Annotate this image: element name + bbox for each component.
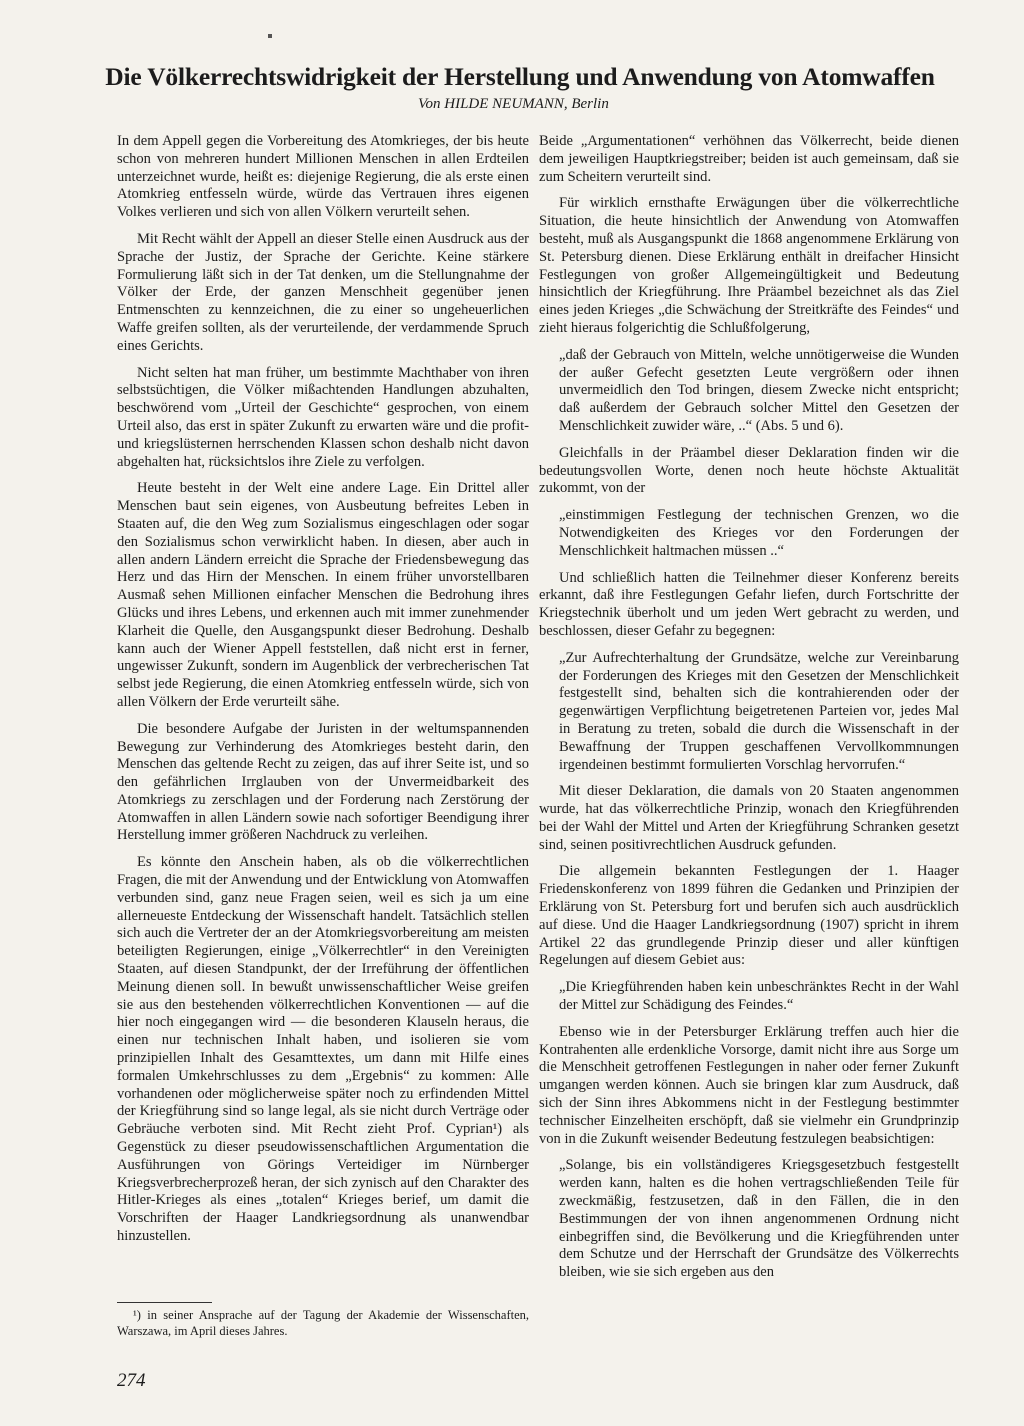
paragraph: Es könnte den Anschein haben, als ob die völkerrechtlichen Fragen, die mit der Anwendung und der Entwicklung von Atomwaffen verbunden sind, ganz neue Fragen seien, weil es sich ja um eine allerneueste Entdeckung der Wissenschaft handelt. Tatsächlich stellen sich auch die Vertreter der an der Atomkriegsvorbereitung am meisten beteiligten Regierungen, einige „Völkerrechtler“ in den Vereinigten Staaten, auf diesen Standpunkt, der der Irreführung der öffentlichen Meinung dienen soll. In bewußt unwissenschaftlicher Weise greifen sie aus den bestehenden völkerrechtlichen Konventionen — auf die hier noch eingegangen wird — die besonderen Klauseln heraus, die einen nur technischen Inhalt haben, und isolieren sie vom prinzipiellen Inhalt des Gesamttextes, um dann mit Hilfe eines formalen Umkehrschlusses zu dem „Ergebnis“ zu kommen: Alle vorhandenen oder möglicherweise später noch zu erfindenden Mittel der Kriegführung sind so lange legal, als sie nicht durch Verträge oder Gebräuche verboten sind. Mit Recht zieht Prof. Cyprian¹) als Gegenstück zu dieser pseudowissenschaftlichen Argumentation die Ausführungen von Görings Verteidiger im Nürnberger Kriegsverbrecherprozeß heran, der sich zynisch auf den Charakter des Hitler-Krieges als eines „totalen“ Krieges berief, um damit die Vorschriften der Haager Landkriegsordnung als unanwendbar hinzustellen. <box>117 854 529 1245</box>
paragraph: In dem Appell gegen die Vorbereitung des Atomkrieges, der bis heute schon von mehreren hundert Millionen Menschen in allen Erdteilen unterzeichnet wurde, heißt es: diejenige Regierung, die als erste einen Atomkrieg entfesseln würde, würde das Vertrauen ihres eigenen Volkes verlieren und sich von allen Völkern verurteilt sehen. <box>117 133 529 221</box>
paragraph: Die allgemein bekannten Festlegungen der 1. Haager Friedenskonferenz von 1899 führen die Gedanken und Prinzipien der Erklärung von St. Petersburg fort und berufen sich auch ausdrücklich auf diese. Und die Haager Landkriegsordnung (1907) spricht in ihrem Artikel 22 das grundlegende Prinzip dieser und aller künftigen Regelungen auf diesem Gebiet aus: <box>539 863 959 969</box>
article-title: Die Völkerrechtswidrigkeit der Herstellung und Anwendung von Atomwaffen <box>105 62 935 91</box>
paragraph: Nicht selten hat man früher, um bestimmte Machthaber von ihren selbstsüchtigen, die Völker mißachtenden Handlungen abzuhalten, beschwörend vom „Urteil der Geschichte“ gesprochen, von einem Urteil also, das erst in später Zukunft zu erwarten wäre und die profit- und kriegslüsternen herrschenden Klassen schon deshalb nicht davon abgehalten hat, rücksichtslos ihre Ziele zu verfolgen. <box>117 364 529 470</box>
paragraph: Und schließlich hatten die Teilnehmer dieser Konferenz bereits erkannt, daß ihre Festlegungen Gefahr liefen, durch Fortschritte der Kriegstechnik überholt und um jeden Wert gebracht zu werden, und beschlossen, dieser Gefahr zu begegnen: <box>539 569 959 639</box>
quotation: „Zur Aufrechterhaltung der Grundsätze, welche zur Vereinbarung der Forderungen des Krieges mit den Gesetzen der Menschlichkeit festgestellt sind, behalten sich die kontrahierenden oder der gegenwärtigen Verpflichtung beigetretenen Parteien vor, jedes Mal in Beratung zu treten, sobald die durch die Wissenschaft in der Bewaffnung der Truppen geschaffenen Vervollkommnungen irgendeinen bestimmt formulierten Vorschlag hervorrufen.“ <box>559 649 959 773</box>
paragraph: Die besondere Aufgabe der Juristen in der weltumspannenden Bewegung zur Verhinderung des Atomkrieges besteht darin, den Menschen das geltende Recht zu zeigen, das auf ihrer Seite ist, und so den gefährlichen Irrglauben von der Unvermeidbarkeit des Atomkriegs zu zerschlagen und der Forderung nach Zerstörung der Atomwaffen in allen Ländern sowie nach sofortiger Beendigung ihrer Herstellung immer größeren Nachdruck zu verleihen. <box>117 720 529 844</box>
paragraph: Mit Recht wählt der Appell an dieser Stelle einen Ausdruck aus der Sprache der Justiz, der Sprache der Gerichte. Keine stärkere Formulierung läßt sich in der Tat denken, um die Stellungnahme der Völker der Erde, der ganzen Menschheit gegenüber jenen Entmenschten zu kennzeichnen, die zu einer so ungeheuerlichen Waffe greifen sollten, als der verurteilende, der verdammende Spruch eines Gerichts. <box>117 230 529 354</box>
paragraph: Ebenso wie in der Petersburger Erklärung treffen auch hier die Kontrahenten alle erdenkliche Vorsorge, damit nicht ihre aus Sorge um die Menschheit getroffenen Festlegungen in naher oder ferner Zukunft umgangen werden können. Auch sie bringen klar zum Ausdruck, daß sich der Sinn ihres Abkommens nicht in der Festlegung bestimmter technischer Einzelheiten erschöpft, daß sie vielmehr ein Grundprinzip von in die Zukunft weisender Bedeutung festzulegen beabsichtigen: <box>539 1023 959 1147</box>
paragraph: Gleichfalls in der Präambel dieser Deklaration finden wir die bedeutungsvollen Worte, denen noch heute höchste Aktualität zukommt, von der <box>539 444 959 497</box>
quotation: „Die Kriegführenden haben kein unbeschränktes Recht in der Wahl der Mittel zur Schädigung des Feindes.“ <box>559 979 959 1014</box>
paragraph: Beide „Argumentationen“ verhöhnen das Völkerrecht, beide dienen dem jeweiligen Hauptkriegstreiber; beiden ist auch gemeinsam, daß sie zum Scheitern verurteilt sind. <box>539 133 959 185</box>
quotation: „daß der Gebrauch von Mitteln, welche unnötigerweise die Wunden der außer Gefecht gesetzten Leute vergrößern oder ihnen unvermeidlich den Tod bringen, diesem Zwecke nicht entspricht; daß außerdem der Gebrauch solcher Mittel den Gesetzen der Menschlichkeit zuwider wäre, ..“ (Abs. 5 und 6). <box>559 346 959 434</box>
article-author: Von HILDE NEUMANN, Berlin <box>418 96 609 112</box>
left-column <box>117 133 529 1255</box>
paragraph: Mit dieser Deklaration, die damals von 20 Staaten angenommen wurde, hat das völkerrechtliche Prinzip, wonach den Kriegführenden bei der Wahl der Mittel und Arten der Kriegführung Schranken gesetzt sind, seinen positivrechtlichen Ausdruck gefunden. <box>539 783 959 853</box>
paragraph: Für wirklich ernsthafte Erwägungen über die völkerrechtliche Situation, die heute hinsichtlich der Anwendung von Atomwaffen besteht, muß als Ausgangspunkt die 1868 angenommene Erklärung von St. Petersburg dienen. Diese Erklärung enthält in dreifacher Hinsicht Festlegungen von großer Allgemeingültigkeit und Bedeutung hinsichtlich der Kriegführung. Ihre Präambel bezeichnet als das Ziel eines jeden Krieges „die Schwächung der Streitkräfte des Feindes“ und zieht hieraus folgerichtig die Schlußfolgerung, <box>539 195 959 336</box>
print-mark <box>268 34 272 38</box>
footnote-rule <box>117 1302 212 1303</box>
quotation: „Solange, bis ein vollständigeres Kriegsgesetzbuch festgestellt werden kann, halten es die hohen vertragschließenden Teile für zweckmäßig, festzusetzen, daß in den Fällen, die in den Bestimmungen der von ihnen angenommenen Ordnung nicht einbegriffen sind, die Bevölkerung und die Kriegführenden unter dem Schutze und der Herrschaft der Grundsätze des Völkerrechts bleiben, wie sie sich ergeben aus den <box>559 1157 959 1281</box>
quotation: „einstimmigen Festlegung der technischen Grenzen, wo die Notwendigkeiten des Krieges vor den Forderungen der Menschlichkeit haltmachen müssen ..“ <box>559 507 959 559</box>
page-number: 274 <box>117 1370 146 1391</box>
footnote: ¹) in seiner Ansprache auf der Tagung der Akademie der Wissenschaften, Warszawa, im April dieses Jahres. <box>117 1308 529 1338</box>
paragraph: Heute besteht in der Welt eine andere Lage. Ein Drittel aller Menschen baut sein eigenes, von Ausbeutung befreites Leben in Staaten auf, die den Weg zum Sozialismus eingeschlagen oder sogar den Sozialismus schon verwirklicht haben. In diesen, aber auch in allen andern Ländern erreicht die Sprache der Friedensbewegung das Herz und das Hirn der Menschen. In einem früher unvorstellbaren Ausmaß sehen Millionen einfacher Menschen die Bedrohung ihres Glücks und ihres Lebens, und erkennen auch mit immer zunehmender Klarheit die Quelle, den Ausgangspunkt dieser Bedrohung. Deshalb kann auch der Wiener Appell feststellen, daß nicht erst in ferner, ungewisser Zukunft, sondern im Augenblick der verbrecherischen Tat selbst jede Regierung, die einen Atomkrieg entfesseln würde, sich von allen Völkern der Erde verurteilt sähe. <box>117 480 529 710</box>
right-column <box>539 133 959 1291</box>
